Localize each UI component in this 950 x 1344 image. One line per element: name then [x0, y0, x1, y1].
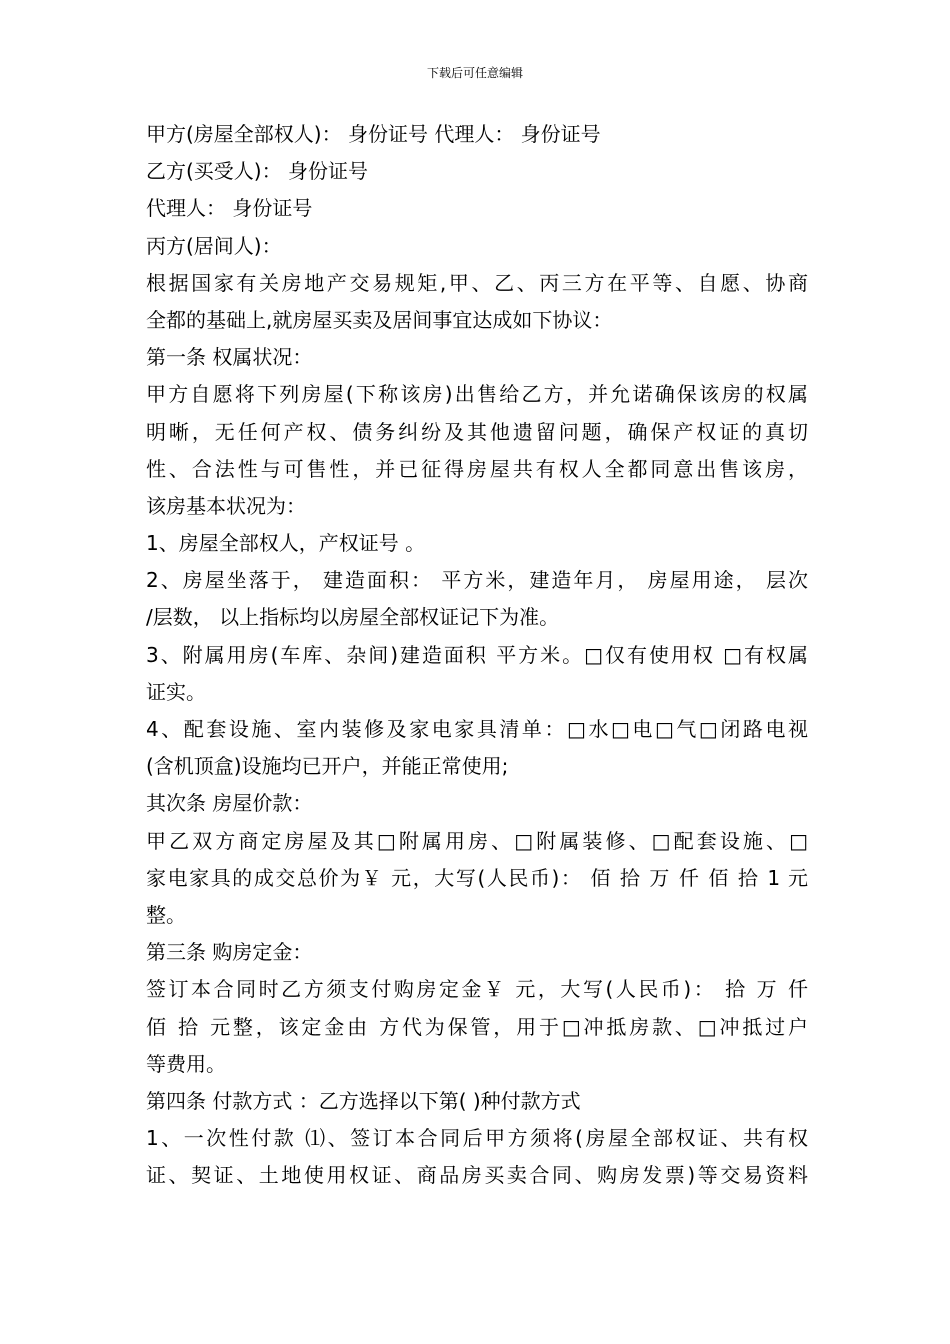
document-line: (含机顶盒)设施均已开户，并能正常使用;	[146, 754, 509, 779]
document-line: 1、一次性付款 ⑴、签订本合同后甲方须将(房屋全部权证、共有权	[146, 1126, 808, 1151]
document-line: 1、房屋全部权人，产权证号 。	[146, 531, 426, 556]
document-line: 证实。	[146, 679, 206, 704]
document-line: 明晰，无任何产权、债务纠纷及其他遗留问题，确保产权证的真切	[146, 419, 808, 444]
document-line: 全都的基础上,就房屋买卖及居间事宜达成如下协议：	[146, 307, 613, 332]
document-line: 丙方(居间人)：	[146, 233, 282, 258]
document-line: 性、合法性与可售性，并已征得房屋共有权人全都同意出售该房，	[146, 456, 808, 481]
document-line: 整。	[146, 902, 186, 927]
document-line: /层数， 以上指标均以房屋全部权证记下为准。	[146, 605, 560, 630]
document-line: 2、房屋坐落于， 建造面积： 平方米，建造年月， 房屋用途， 层次	[146, 568, 808, 593]
document-line: 第四条 付款方式 ：乙方选择以下第( )种付款方式	[146, 1088, 581, 1113]
page-header: 下载后可任意编辑	[426, 66, 523, 80]
document-body	[146, 116, 808, 1194]
document-line: 代理人： 身份证号	[146, 196, 313, 221]
document-line: 4、配套设施、室内装修及家电家具清单：□水□电□气□闭路电视	[146, 717, 808, 741]
document-line: 甲方(房屋全部权人)： 身份证号 代理人： 身份证号	[146, 122, 601, 146]
document-line: 甲乙双方商定房屋及其□附属用房、□附属装修、□配套设施、□	[146, 828, 808, 853]
document-line: 其次条 房屋价款：	[146, 791, 313, 816]
document-line: 佰 拾 元整，该定金由 方代为保管，用于□冲抵房款、□冲抵过户	[146, 1014, 808, 1039]
document-line: 甲方自愿将下列房屋(下称该房)出售给乙方，并允诺确保该房的权属	[146, 382, 808, 407]
document-line: 3、附属用房(车库、杂间)建造面积 平方米。□仅有使用权 □有权属	[146, 642, 808, 667]
document-line: 乙方(买受人)： 身份证号	[146, 159, 368, 184]
document-line: 第一条 权属状况：	[146, 345, 313, 370]
document-line: 签订本合同时乙方须支付购房定金￥ 元，大写(人民币)： 拾 万 仟	[146, 977, 808, 1002]
document-line: 证、契证、土地使用权证、商品房买卖合同、购房发票)等交易资料	[146, 1163, 808, 1188]
document-line: 家电家具的成交总价为￥ 元，大写(人民币)： 佰 拾 万 仟 佰 拾 1 元	[146, 865, 808, 890]
document-line: 该房基本状况为：	[146, 493, 306, 518]
document-line: 根据国家有关房地产交易规矩,甲、乙、丙三方在平等、自愿、协商	[146, 270, 808, 295]
document-line: 等费用。	[146, 1051, 226, 1076]
document-line: 第三条 购房定金：	[146, 940, 313, 965]
